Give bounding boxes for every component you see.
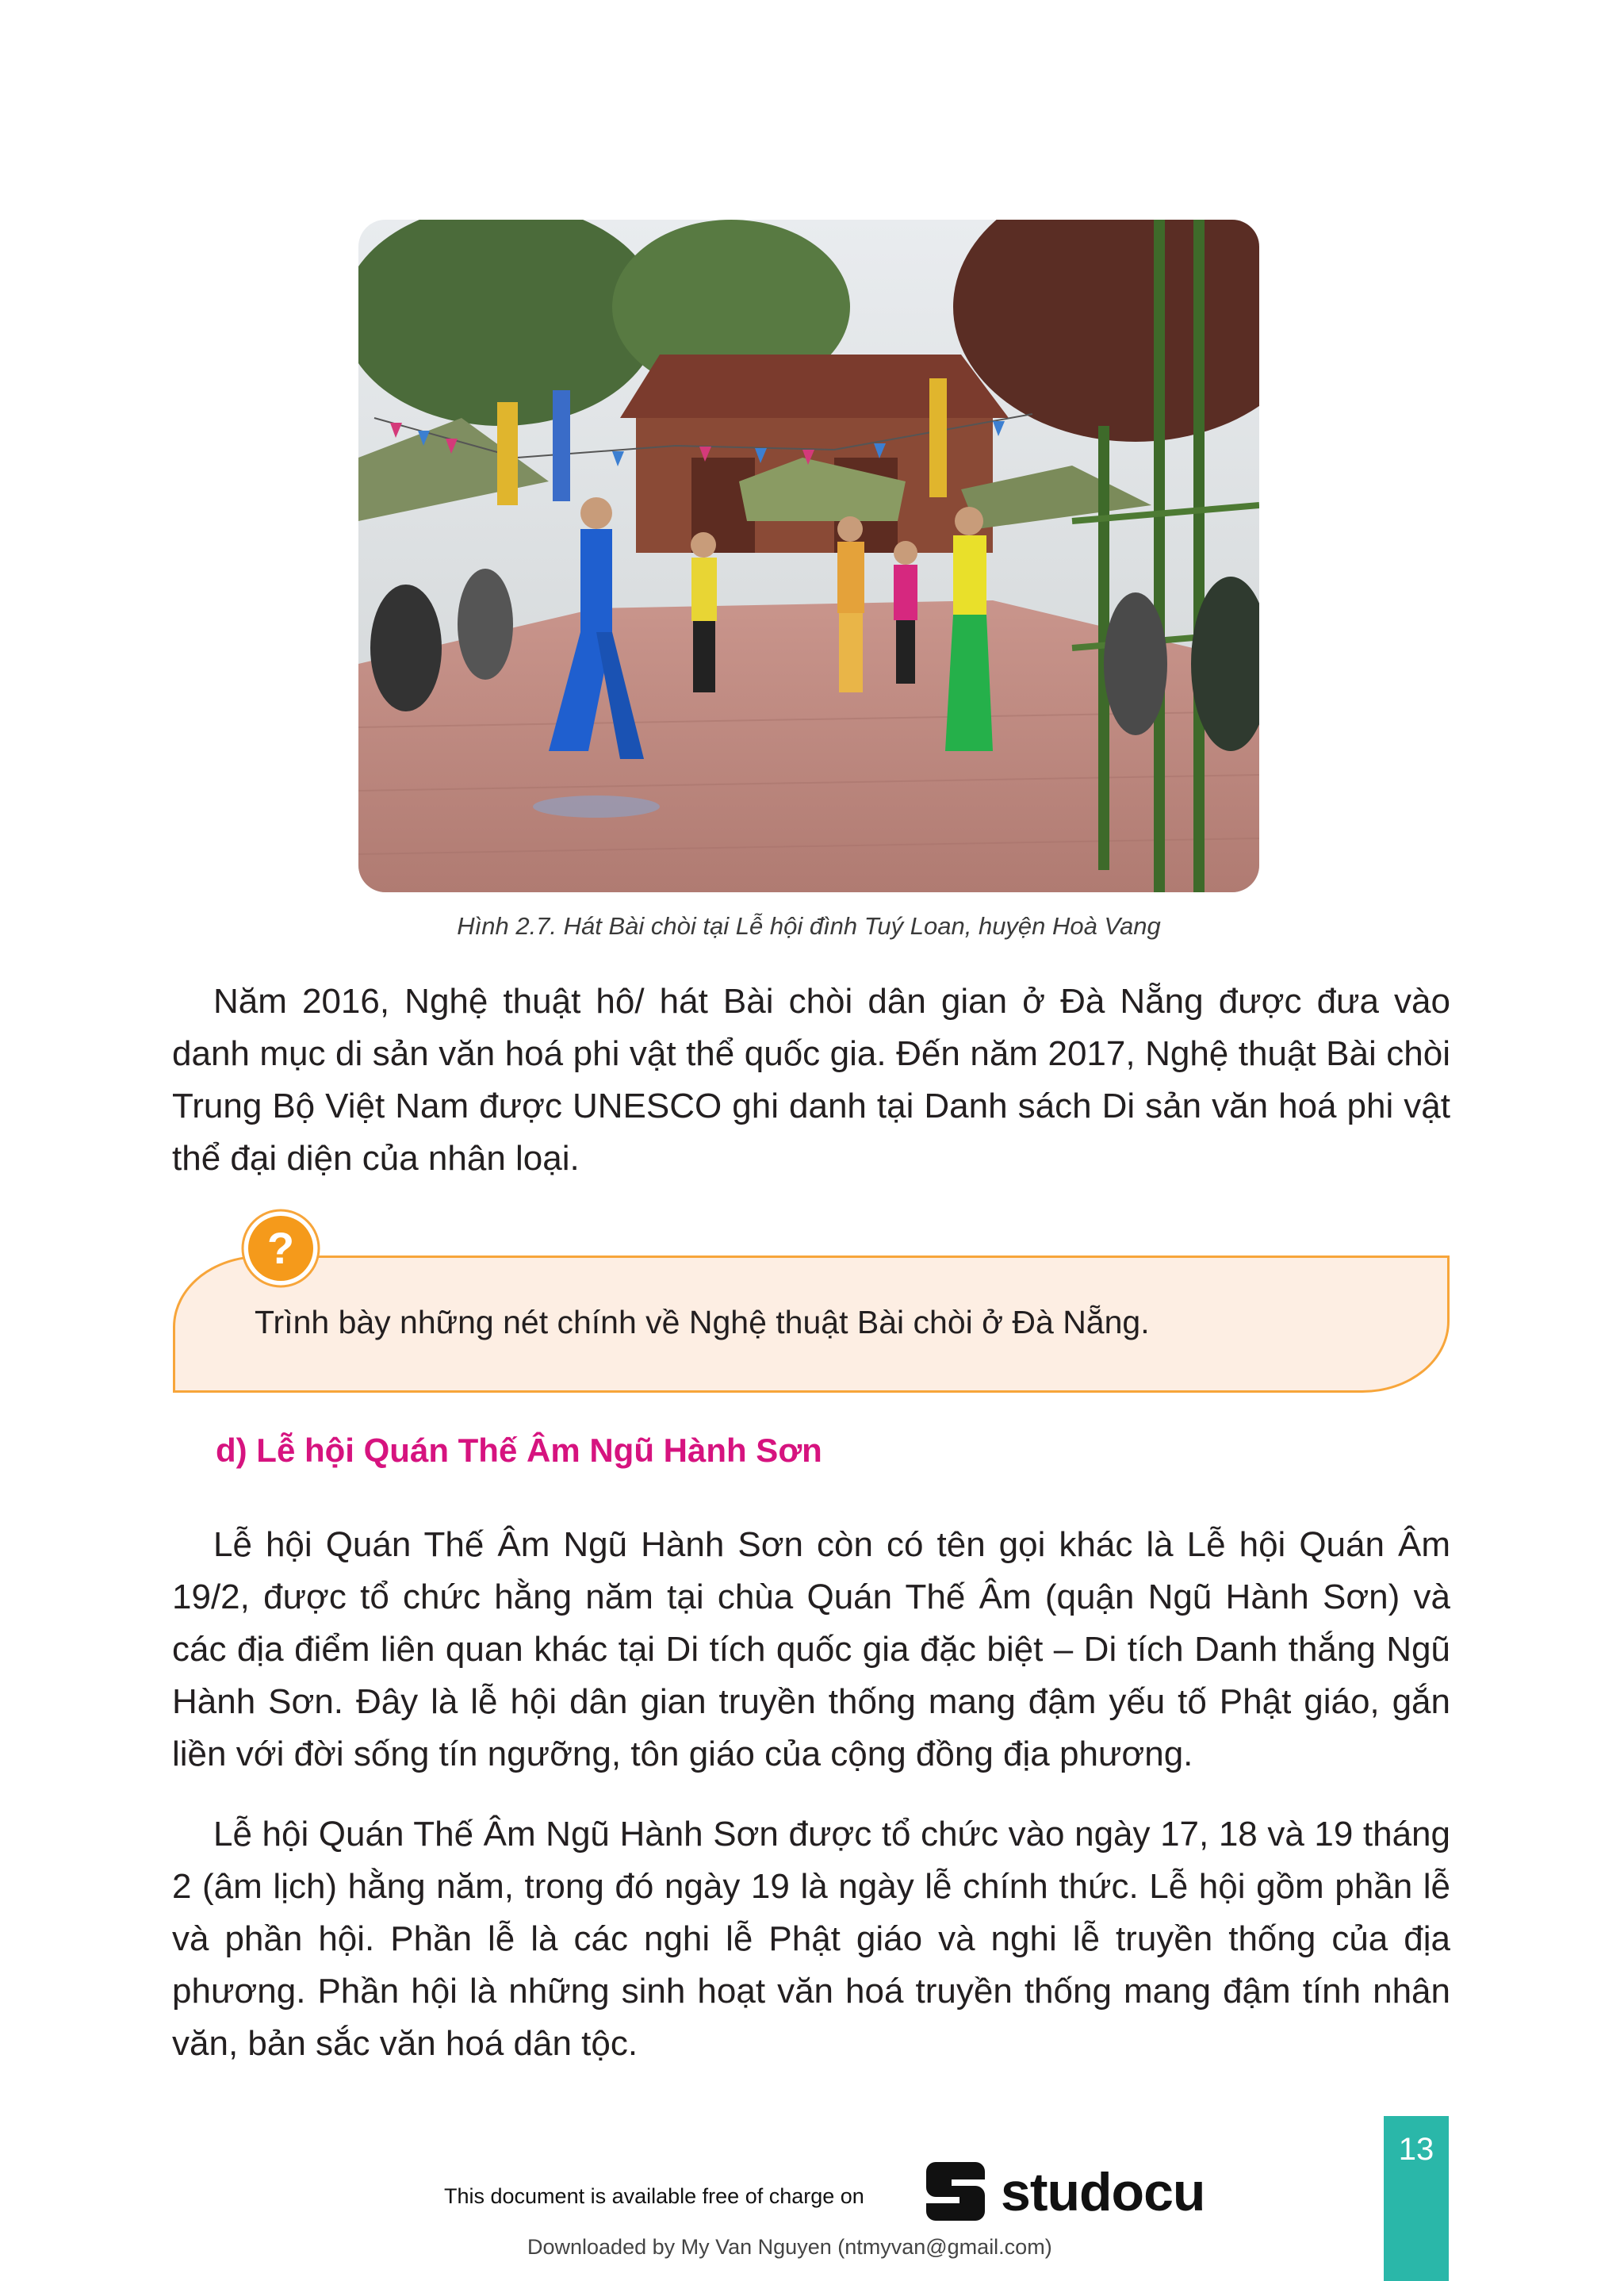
studocu-brand-link[interactable]: studocu bbox=[1001, 2162, 1205, 2222]
bai-choi-festival-photo bbox=[358, 220, 1259, 892]
section-heading: d) Lễ hội Quán Thế Âm Ngũ Hành Sơn bbox=[216, 1432, 822, 1469]
studocu-logo-icon[interactable] bbox=[920, 2156, 991, 2227]
page-number-tab bbox=[1384, 2116, 1449, 2281]
figure-caption: Hình 2.7. Hát Bài chòi tại Lễ hội đình Tuý Loan, huyện Hoà Vang bbox=[457, 912, 1161, 940]
question-mark-glyph: ? bbox=[266, 1223, 295, 1273]
footer-download-note: Downloaded by My Van Nguyen (ntmyvan@gmail.com) bbox=[527, 2235, 1052, 2259]
page-number: 13 bbox=[1398, 2132, 1434, 2167]
footer-availability-note: This document is available free of charge on bbox=[444, 2184, 864, 2208]
paragraph-festival-intro: Lễ hội Quán Thế Âm Ngũ Hành Sơn còn có tên gọi khác là Lễ hội Quán Âm 19/2, được tổ chức hằng năm tại chùa Quán Thế Âm (quận Ngũ Hành Sơn) và các địa điểm liên quan khác tại Di tích quốc gia đặc biệt – Di tích Danh thắng Ngũ Hành Sơn. Đây là lễ hội dân gian truyền thống mang đậm yếu tố Phật giáo, gắn liền với đời sống tín ngưỡng, tôn giáo của cộng đồng địa phương. bbox=[172, 1525, 1450, 1773]
paragraph-bai-choi-heritage: Năm 2016, Nghệ thuật hô/ hát Bài chòi dân gian ở Đà Nẵng được đưa vào danh mục di sản văn hoá phi vật thể quốc gia. Đến năm 2017, Nghệ thuật Bài chòi Trung Bộ Việt Nam được UNESCO ghi danh tại Danh sách Di sản văn hoá phi vật thể đại diện của nhân loại. bbox=[172, 982, 1450, 1178]
question-text: Trình bày những nét chính về Nghệ thuật Bài chòi ở Đà Nẵng. bbox=[255, 1304, 1150, 1340]
paragraph-festival-schedule: Lễ hội Quán Thế Âm Ngũ Hành Sơn được tổ chức vào ngày 17, 18 và 19 tháng 2 (âm lịch) hằng năm, trong đó ngày 19 là ngày lễ chính thức. Lễ hội gồm phần lễ và phần hội. Phần lễ là các nghi lễ Phật giáo và nghi lễ truyền thống của địa phương. Phần hội là những sinh hoạt văn hoá truyền thống mang đậm tính nhân văn, bản sắc văn hoá dân tộc. bbox=[172, 1815, 1450, 2063]
question-box bbox=[173, 1256, 1450, 1393]
question-mark-icon bbox=[240, 1208, 321, 1289]
